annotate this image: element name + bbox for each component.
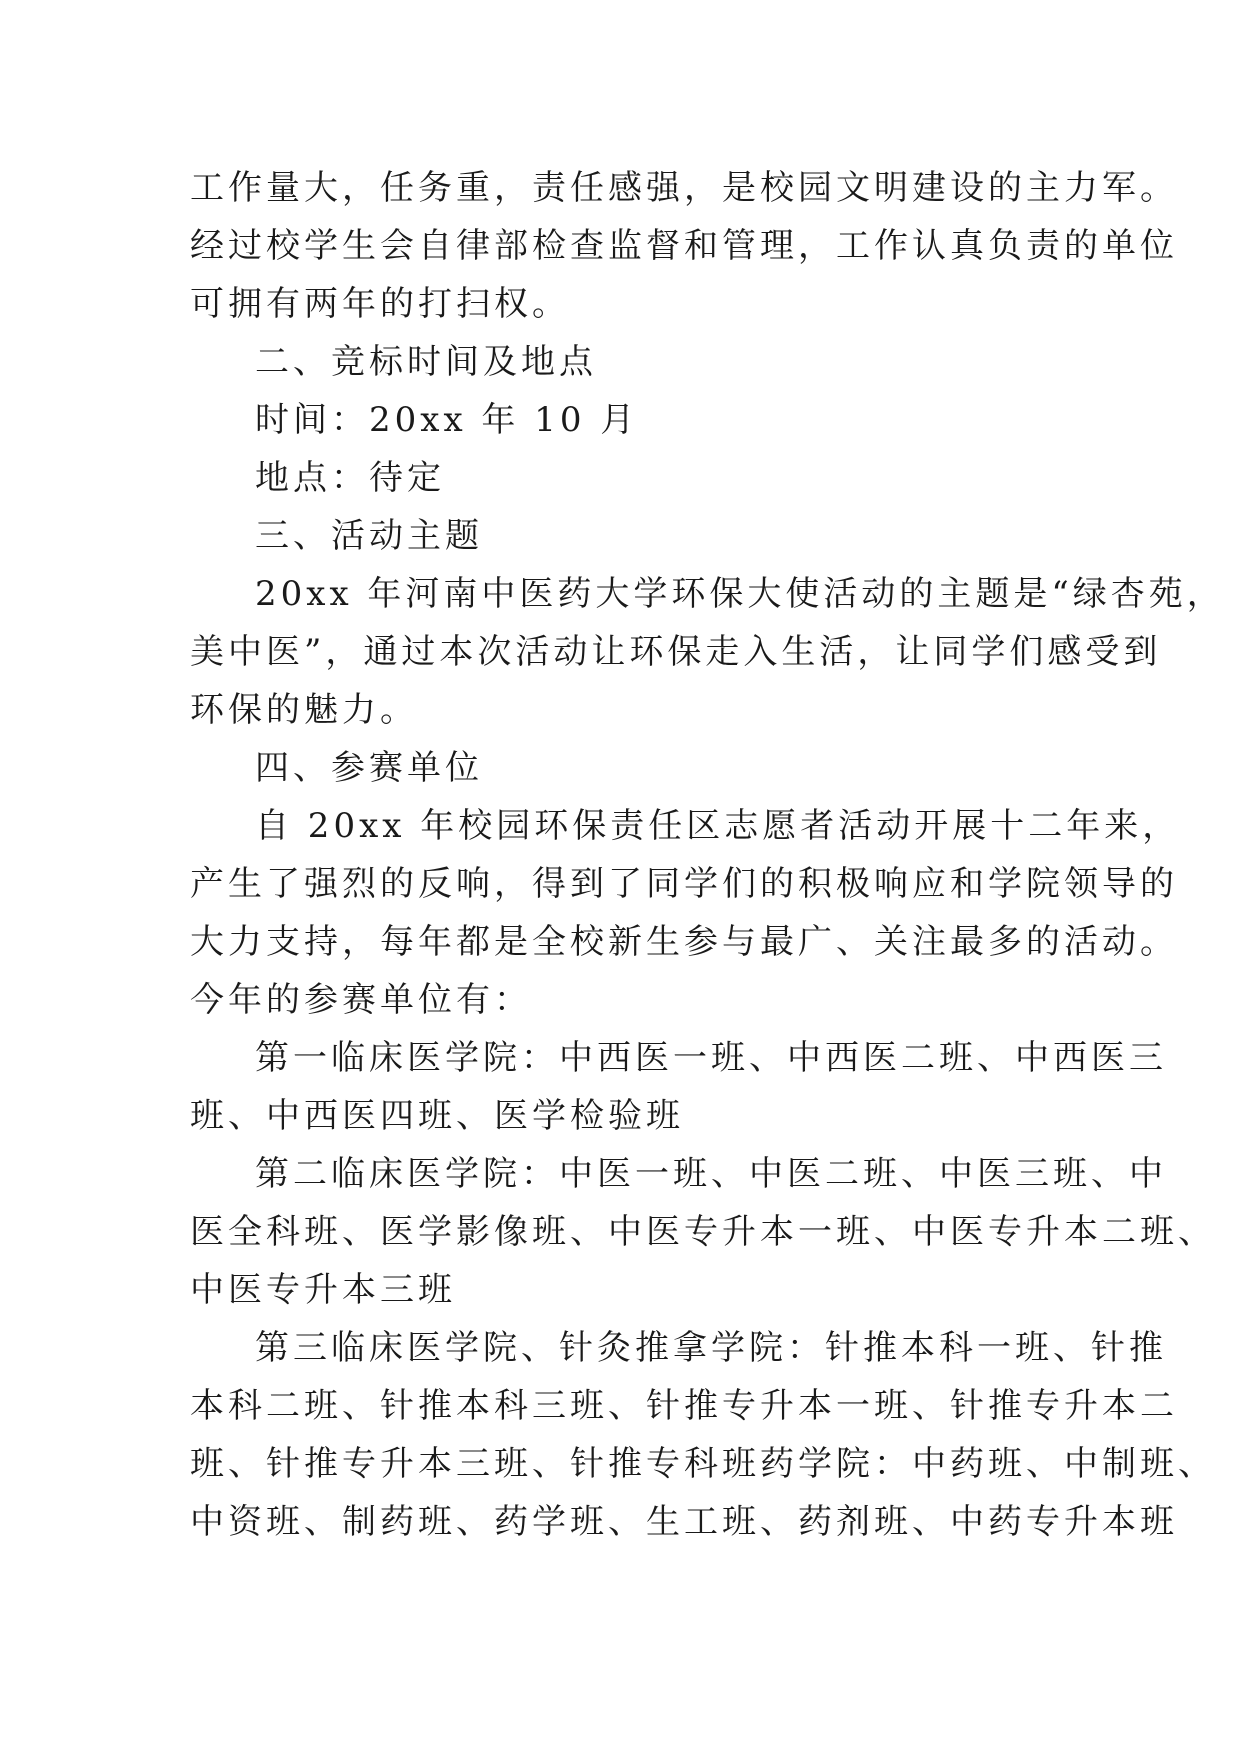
section-heading: 二、竞标时间及地点 bbox=[255, 342, 597, 382]
body-text-line: 第一临床医学院：中西医一班、中西医二班、中西医三 bbox=[255, 1038, 1167, 1078]
body-text-line: 美中医”，通过本次活动让环保走入生活，让同学们感受到 bbox=[190, 632, 1162, 672]
body-text-line: 今年的参赛单位有： bbox=[190, 980, 532, 1020]
body-text-line: 班、中西医四班、医学检验班 bbox=[190, 1096, 684, 1136]
body-text-line: 时间：20xx 年 10 月 bbox=[255, 400, 639, 440]
body-text-line: 地点：待定 bbox=[255, 458, 445, 498]
body-text-line: 经过校学生会自律部检查监督和管理，工作认真负责的单位 bbox=[190, 226, 1178, 266]
body-text-line: 中医专升本三班 bbox=[190, 1270, 456, 1310]
body-text-line: 班、针推专升本三班、针推专科班药学院：中药班、中制班、 bbox=[190, 1444, 1216, 1484]
section-heading: 三、活动主题 bbox=[255, 516, 483, 556]
body-text-line: 医全科班、医学影像班、中医专升本一班、中医专升本二班、 bbox=[190, 1212, 1216, 1252]
body-text-line: 可拥有两年的打扫权。 bbox=[190, 284, 570, 324]
body-text-line: 20xx 年河南中医药大学环保大使活动的主题是“绿杏苑， bbox=[255, 574, 1225, 614]
body-text-line: 本科二班、针推本科三班、针推专升本一班、针推专升本二 bbox=[190, 1386, 1178, 1426]
body-text-line: 自 20xx 年校园环保责任区志愿者活动开展十二年来， bbox=[255, 806, 1181, 846]
section-heading: 四、参赛单位 bbox=[255, 748, 483, 788]
body-text-line: 中资班、制药班、药学班、生工班、药剂班、中药专升本班 bbox=[190, 1502, 1178, 1542]
body-text-line: 第三临床医学院、针灸推拿学院：针推本科一班、针推 bbox=[255, 1328, 1167, 1368]
body-text-line: 第二临床医学院：中医一班、中医二班、中医三班、中 bbox=[255, 1154, 1167, 1194]
body-text-line: 环保的魅力。 bbox=[190, 690, 418, 730]
body-text-line: 产生了强烈的反响，得到了同学们的积极响应和学院领导的 bbox=[190, 864, 1178, 904]
body-text-line: 大力支持，每年都是全校新生参与最广、关注最多的活动。 bbox=[190, 922, 1178, 962]
body-text-line: 工作量大，任务重，责任感强，是校园文明建设的主力军。 bbox=[190, 168, 1178, 208]
